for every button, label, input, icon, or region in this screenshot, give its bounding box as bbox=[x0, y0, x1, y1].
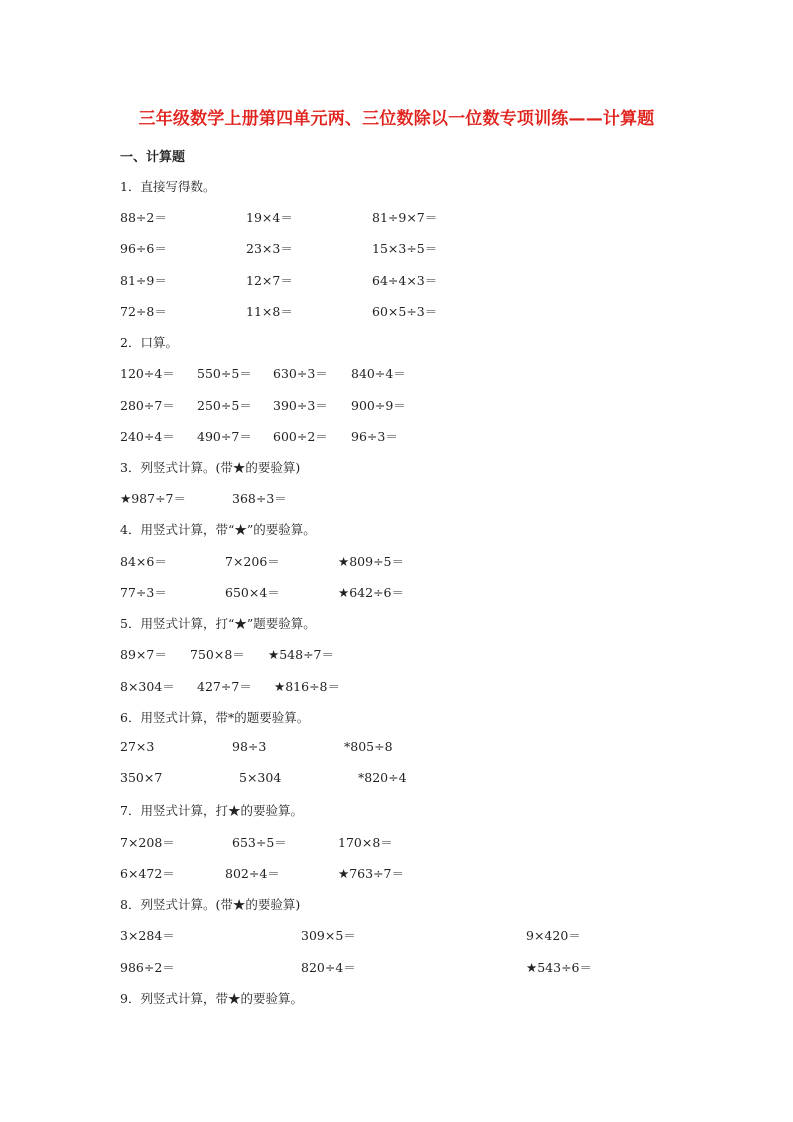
problem: 6×472＝ bbox=[120, 866, 175, 881]
problem: 3×284＝ bbox=[120, 928, 175, 943]
problem: 96÷3＝ bbox=[351, 429, 398, 444]
problem: 84×6＝ bbox=[120, 554, 167, 569]
problem: 7×208＝ bbox=[120, 835, 175, 850]
section-heading: 一、计算题 bbox=[120, 150, 186, 165]
problem: 11×8＝ bbox=[246, 304, 293, 319]
problem: 900÷9＝ bbox=[351, 398, 406, 413]
problem: 77÷3＝ bbox=[120, 585, 167, 600]
problem: 8×304＝ bbox=[120, 679, 175, 694]
problem: 427÷7＝ bbox=[197, 679, 252, 694]
problem: 368÷3＝ bbox=[232, 491, 287, 506]
problem: 96÷6＝ bbox=[120, 241, 167, 256]
problem: ★642÷6＝ bbox=[338, 585, 404, 600]
problem: 60×5÷3＝ bbox=[372, 304, 438, 319]
problem: ★987÷7＝ bbox=[120, 491, 186, 506]
question-6-label: 6．用竖式计算，带*的题要验算。 bbox=[120, 710, 310, 725]
problem: 19×4＝ bbox=[246, 210, 293, 225]
question-7-label: 7．用竖式计算，打★的要验算。 bbox=[120, 803, 303, 818]
problem: 350×7 bbox=[120, 770, 163, 785]
problem: 840÷4＝ bbox=[351, 366, 406, 381]
worksheet-title: 三年级数学上册第四单元两、三位数除以一位数专项训练——计算题 bbox=[138, 109, 655, 129]
problem: 27×3 bbox=[120, 739, 155, 754]
question-3-label: 3．列竖式计算。(带★的要验算) bbox=[120, 460, 301, 475]
problem: ★809÷5＝ bbox=[338, 554, 404, 569]
problem: 600÷2＝ bbox=[273, 429, 328, 444]
question-4-label: 4．用竖式计算，带“★”的要验算。 bbox=[120, 522, 316, 537]
problem: 309×5＝ bbox=[301, 928, 356, 943]
problem: 750×8＝ bbox=[190, 647, 245, 662]
question-5-label: 5．用竖式计算，打“★”题要验算。 bbox=[120, 616, 316, 631]
question-1-label: 1．直接写得数。 bbox=[120, 179, 216, 194]
problem: 12×7＝ bbox=[246, 273, 293, 288]
question-8-label: 8．列竖式计算。(带★的要验算) bbox=[120, 897, 301, 912]
problem: ★816÷8＝ bbox=[274, 679, 340, 694]
problem: 23×3＝ bbox=[246, 241, 293, 256]
problem: 98÷3 bbox=[232, 739, 267, 754]
problem: 250÷5＝ bbox=[197, 398, 252, 413]
problem: 986÷2＝ bbox=[120, 960, 175, 975]
problem: 72÷8＝ bbox=[120, 304, 167, 319]
problem: 170×8＝ bbox=[338, 835, 393, 850]
problem: *805÷8 bbox=[344, 739, 393, 754]
problem: 550÷5＝ bbox=[197, 366, 252, 381]
problem: 630÷3＝ bbox=[273, 366, 328, 381]
problem: 81÷9×7＝ bbox=[372, 210, 438, 225]
problem: 490÷7＝ bbox=[197, 429, 252, 444]
problem: *820÷4 bbox=[358, 770, 407, 785]
problem: 820÷4＝ bbox=[301, 960, 356, 975]
problem: 240÷4＝ bbox=[120, 429, 175, 444]
question-9-label: 9．列竖式计算，带★的要验算。 bbox=[120, 991, 303, 1006]
problem: 9×420＝ bbox=[526, 928, 581, 943]
problem: ★548÷7＝ bbox=[268, 647, 334, 662]
problem: 650×4＝ bbox=[225, 585, 280, 600]
problem: 89×7＝ bbox=[120, 647, 167, 662]
problem: 120÷4＝ bbox=[120, 366, 175, 381]
problem: 7×206＝ bbox=[225, 554, 280, 569]
problem: 81÷9＝ bbox=[120, 273, 167, 288]
problem: 88÷2＝ bbox=[120, 210, 167, 225]
problem: 15×3÷5＝ bbox=[372, 241, 438, 256]
problem: 802÷4＝ bbox=[225, 866, 280, 881]
problem: 653÷5＝ bbox=[232, 835, 287, 850]
problem: 280÷7＝ bbox=[120, 398, 175, 413]
problem: 390÷3＝ bbox=[273, 398, 328, 413]
question-2-label: 2．口算。 bbox=[120, 335, 178, 350]
problem: ★763÷7＝ bbox=[338, 866, 404, 881]
problem: 64÷4×3＝ bbox=[372, 273, 438, 288]
problem: ★543÷6＝ bbox=[526, 960, 592, 975]
problem: 5×304 bbox=[239, 770, 282, 785]
